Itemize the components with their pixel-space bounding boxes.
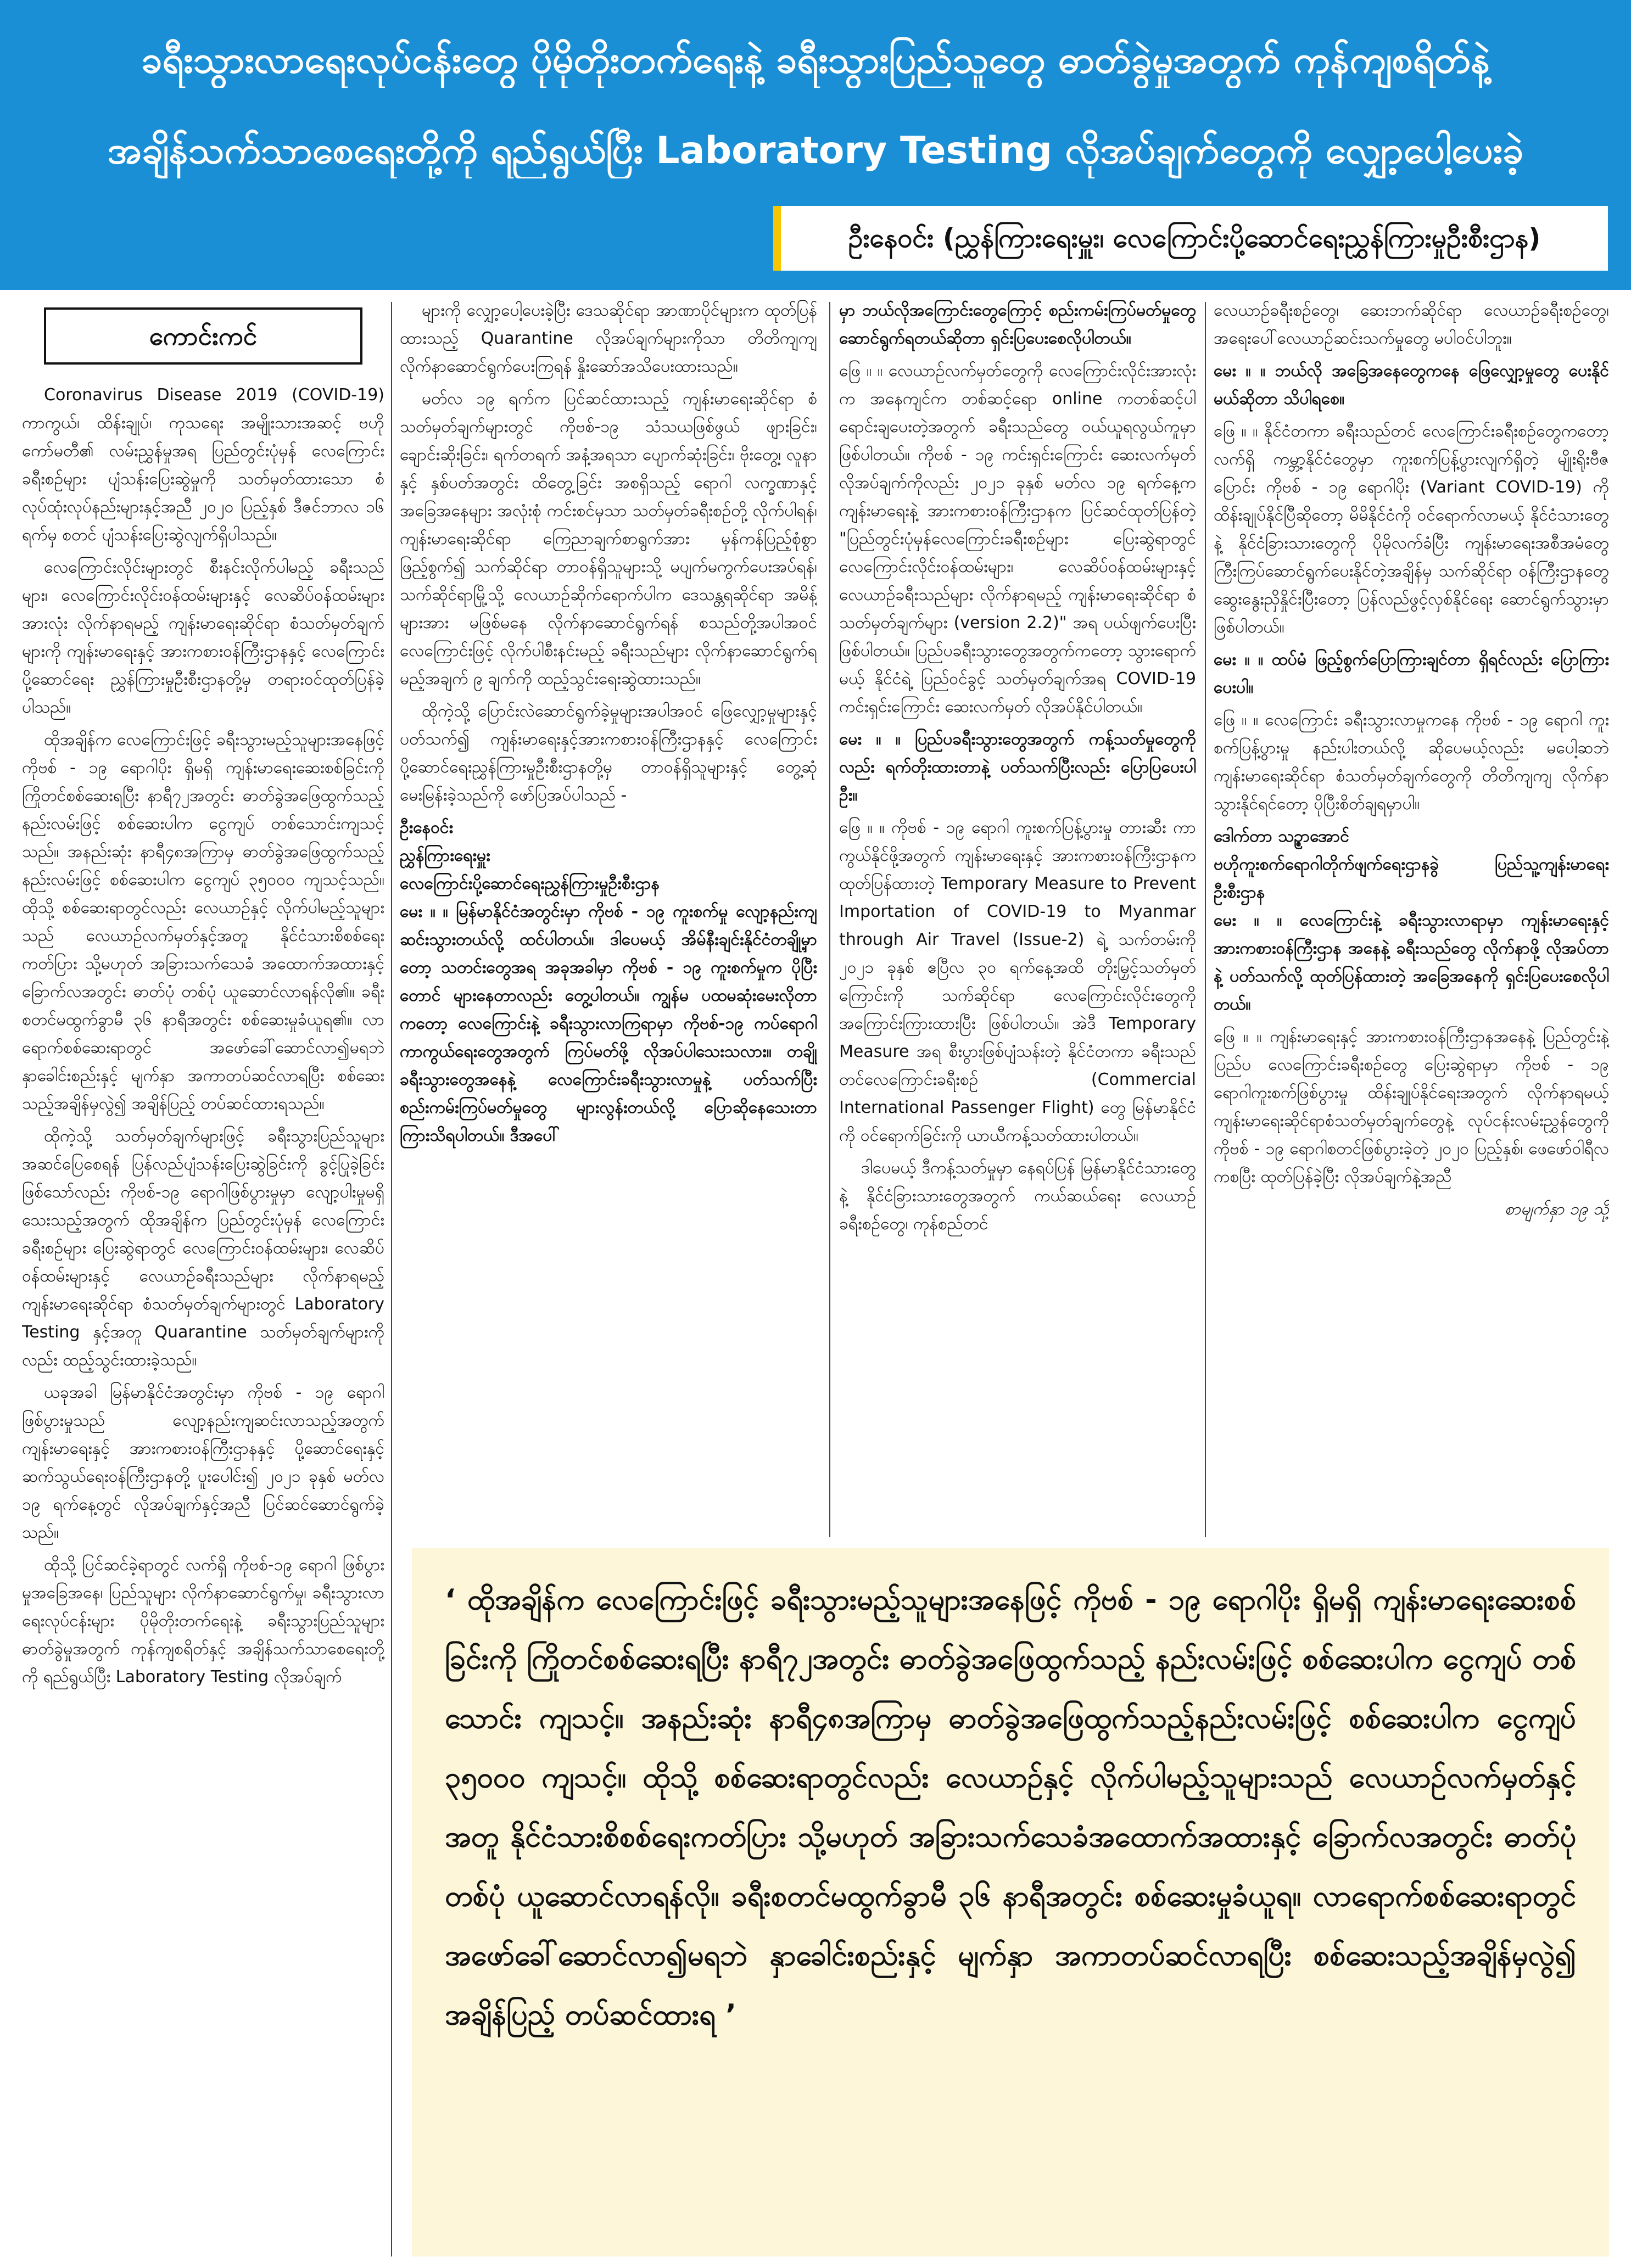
qa-text: ။ ကျန်းမာရေးနှင့် အားကစားဝန်ကြီးဌာနအနေနဲ့ ပြည်တွင်းနဲ့ ပြည်ပ လေကြောင်းခရီးစဉ်တွေ ပြေးဆွဲရာမှာ ကိုဗစ် - ၁၉ ရောဂါကူးစက်ဖြစ်ပွားမှု ထိန်းချုပ်နိုင်ရေးအတွက် လိုက်နာရမယ့် ကျန်းမာရေးဆိုင်ရာစံသတ်မှတ်ချက်တွေနဲ့ လုပ်ငန်းလမ်းညွှန်တွေကို ကိုဗစ် - ၁၉ ရောဂါစတင်ဖြစ်ပွားခဲ့တဲ့ ၂၀၂၀ ပြည့်နှစ်၊ ဖေဖော်ဝါရီလကစပြီး ထုတ်ပြန်ခဲ့ပြီး လိုအပ်ချက်နဲ့အညီ — [1214, 1027, 1609, 1186]
qa-label: မေး ။ — [839, 730, 881, 749]
paragraph: ထိုအချိန်က လေကြောင်းဖြင့် ခရီးသွားမည့်သူများအနေဖြင့် ကိုဗစ် - ၁၉ ရောဂါပိုး ရှိမရှိ ကျန်းမာရေးဆေးစစ်ခြင်းကို ကြိုတင်စစ်ဆေးရပြီး နာရီ၇၂အတွင်း ဓာတ်ခွဲအဖြေထွက်သည့်နည်းလမ်းဖြင့် စစ်ဆေးပါက ငွေကျပ် တစ်သောင်းကျသင့်သည်။ အနည်းဆုံး နာရီ၄၈အကြာမှ ဓာတ်ခွဲအဖြေထွက်သည့်နည်းလမ်းဖြင့် စစ်ဆေးပါက ငွေကျပ် ၃၅၀၀၀ ကျသင့်သည်။ ထိုသို့ စစ်ဆေးရာတွင်လည်း လေယာဉ်နှင့် လိုက်ပါမည့်သူများသည် လေယာဉ်လက်မှတ်နှင့်အတူ နိုင်ငံသားစိစစ်ရေးကတ်ပြား သို့မဟုတ် အခြားသက်သေခံ အထောက်အထားနှင့် ခြောက်လအတွင်း ဓာတ်ပုံ တစ်ပုံ ယူဆောင်လာရန်လို၏။ ခရီးစတင်မထွက်ခွာမီ ၃၆ နာရီအတွင်း စစ်ဆေးမှုခံယူရ၏။ လာရောက်စစ်ဆေးရာတွင် အဖော်ခေါ်ဆောင်လာ၍မရဘဲ နှာခေါင်းစည်းနှင့် မျက်နှာ အကာတပ်ဆင်လာရပြီး စစ်ဆေးသည့်အချိန်မှလွဲ၍ အချိန်ပြည့် တပ်ဆင်ထားရသည်။ — [22, 730, 384, 1113]
headline-line-2: အချိန်သက်သာစေရေးတို့ကို ရည်ရွယ်ပြီး Laboratory Testing လိုအပ်ချက်တွေကို လျှော့ပေါ့ပေးခဲ့ — [107, 129, 1524, 172]
qa-label: မေး ။ — [400, 902, 435, 921]
pull-quote-text: ထိုအချိန်က လေကြောင်းဖြင့် ခရီးသွားမည့်သူများအနေဖြင့် ကိုဗစ် - ၁၉ ရောဂါပိုး ရှိမရှိ ကျန်းမာရေးဆေးစစ်ခြင်းကို ကြိုတင်စစ်ဆေးရပြီး နာရီ၇၂အတွင်း ဓာတ်ခွဲအဖြေထွက်သည့် နည်းလမ်းဖြင့် စစ်ဆေးပါက ငွေကျပ် တစ်သောင်း ကျသင့်။ အနည်းဆုံး နာရီ၄၈အကြာမှ ဓာတ်ခွဲအဖြေထွက်သည့်နည်းလမ်းဖြင့် စစ်ဆေးပါက ငွေကျပ် ၃၅၀၀၀ ကျသင့်။ ထိုသို့ စစ်ဆေးရာတွင်လည်း လေယာဉ်နှင့် လိုက်ပါမည့်သူများသည် လေယာဉ်လက်မှတ်နှင့်အတူ နိုင်ငံသားစိစစ်ရေးကတ်ပြား သို့မဟုတ် အခြားသက်သေခံအထောက်အထားနှင့် ခြောက်လအတွင်း ဓာတ်ပုံတစ်ပုံ ယူဆောင်လာရန်လို။ ခရီးစတင်မထွက်ခွာမီ ၃၆ နာရီအတွင်း စစ်ဆေးမှုခံယူရ။ လာရောက်စစ်ဆေးရာတွင် အဖော်ခေါ်ဆောင်လာ၍မရဘဲ နှာခေါင်းစည်းနှင့် မျက်နှာ အကာတပ်ဆင်လာရပြီး စစ်ဆေးသည့်အချိန်မှလွဲ၍ အချိန်ပြည့် တပ်ဆင်ထားရ — [445, 1583, 1576, 2031]
interviewee-name: ဒေါက်တာ သဥ္စာအောင် — [1214, 827, 1349, 846]
article-column-2 — [400, 296, 817, 1537]
qa-item — [839, 725, 1196, 809]
paragraph: ထိုသို့ ပြင်ဆင်ခဲ့ရာတွင် လက်ရှိ ကိုဗစ်-၁၉ ရောဂါ ဖြစ်ပွားမှုအခြေအနေ၊ ပြည်သူများ လိုက်နာဆောင်ရွက်မှု၊ ခရီးသွားလာရေးလုပ်ငန်းများ ပိုမိုတိုးတက်ရေးနဲ့ ခရီးသွားပြည်သူများ ဓာတ်ခွဲမှုအတွက် ကုန်ကျစရိတ်နှင့် အချိန်သက်သာစေရေးတို့ကို ရည်ရွယ်ပြီး Laboratory Testing လိုအပ်ချက် — [22, 1555, 384, 1687]
qa-label: ဖြေ ။ — [839, 361, 872, 380]
article-column-4 — [1214, 296, 1609, 1537]
qa-text: မှာ ဘယ်လိုအကြောင်းတွေကြောင့် စည်းကမ်းကြပ်မတ်မှုတွေ ဆောင်ရွက်ရတယ်ဆိုတာ ရှင်းပြပေးစေလိုပါတယ်။ — [839, 301, 1196, 348]
qa-item — [1214, 646, 1609, 702]
qa-label: ဖြေ ။ — [1214, 1027, 1249, 1046]
qa-item — [839, 296, 1196, 352]
qa-text: ။ နိုင်ငံတကာ ခရီးသည်တင် လေကြောင်းခရီးစဉ်တွေကတော့ လက်ရှိ ကမ္ဘာ့နိုင်ငံတွေမှာ ကူးစက်ပြန့်ပွားလျက်ရှိတဲ့ မျိုးရိုးဗီဇပြောင်း ကိုဗစ် - ၁၉ ရောဂါပိုး (Variant COVID-19) ကို ထိန်းချုပ်နိုင်ပြီဆိုတော့ မိမိနိုင်ငံကို ဝင်ရောက်လာမယ့် နိုင်ငံသားတွေနဲ့ နိုင်ငံခြားသားတွေကို ပိုမိုလက်ခံပြီး ကျန်းမာရေးအစီအမံတွေ ကြီးကြပ်ဆောင်ရွက်ပေးနိုင်တဲ့အချိန်မှ သက်ဆိုင်ရာ ဝန်ကြီးဌာနတွေ ဆွေးနွေးညှိနှိုင်းပြီးတော့ ပြန်လည်ဖွင့်လှစ်နိုင်ရေး ဆောင်ရွက်သွားမှာ ဖြစ်ပါတယ်။ — [1214, 422, 1609, 637]
paragraph: ထိုကဲ့သို့ သတ်မှတ်ချက်များဖြင့် ခရီးသွားပြည်သူများ အဆင်ပြေစေရန် ပြန်လည်ပျံသန်းပြေးဆွဲခြင်းကို ခွင့်ပြုခဲ့ခြင်းဖြစ်သော်လည်း ကိုဗစ်-၁၉ ရောဂါဖြစ်ပွားမှုမှာ လျော့ပါးမှုမရှိသေးသည့်အတွက် ထိုအချိန်က ပြည်တွင်းပုံမှန် လေကြောင်းခရီးစဉ်များ ပြေးဆွဲရာတွင် လေကြောင်းဝန်ထမ်းများ၊ လေဆိပ်ဝန်ထမ်းများနှင့် လေယာဉ်ခရီးသည်များ လိုက်နာရမည့် ကျန်းမာရေးဆိုင်ရာ စံသတ်မှတ်ချက်များတွင် Laboratory Testing နှင့်အတူ Quarantine သတ်မှတ်ချက်များကိုလည်း ထည့်သွင်းထားခဲ့သည်။ — [22, 1127, 384, 1370]
headline-banner — [0, 0, 1631, 290]
qa-item — [1214, 417, 1609, 641]
byline: ဦးနေဝင်း (ညွှန်ကြားရေးမှူး၊ လေကြောင်းပို့ဆောင်ရေးညွှန်ကြားမှုဦးစီးဌာန) — [773, 206, 1608, 271]
pull-quote-box — [412, 1548, 1609, 2256]
qa-text: ။ လေကြောင်း ခရီးသွားလာမှုကနေ ကိုဗစ် - ၁၉ ရောဂါ ကူးစက်ပြန့်ပွားမှု နည်းပါးတယ်လို့ ဆိုပေမယ့်လည်း မပေါ့ဆဘဲ ကျန်းမာရေးဆိုင်ရာ စံသတ်မှတ်ချက်တွေကို တိတိကျကျ လိုက်နာသွားနိုင်ရင်တော့ ပိုပြီးစိတ်ချရမှာပါ။ — [1214, 710, 1609, 814]
paragraph: Coronavirus Disease 2019 (COVID-19) ကာကွယ်၊ ထိန်းချုပ်၊ ကုသရေး အမျိုးသားအဆင့် ဗဟိုကော်မတီ၏ လမ်းညွှန်မှုအရ ပြည်တွင်းပုံမှန် လေကြောင်းခရီးစဉ်များ ပျံသန်းပြေးဆွဲမှုကို သတ်မှတ်ထားသော စံလုပ်ထုံးလုပ်နည်းများနှင့်အညီ ၂၀၂၀ ပြည့်နှစ် ဒီဇင်ဘာလ ၁၆ ရက်မှ စတင် ပျံသန်းပြေးဆွဲလျက်ရှိပါသည်။ — [22, 385, 384, 545]
qa-item — [839, 814, 1196, 1150]
qa-item — [1214, 706, 1609, 818]
column-divider — [391, 302, 392, 2256]
quote-open-mark: ‘ — [445, 1583, 456, 1616]
interviewee-department: လေကြောင်းပို့ဆောင်ရေးညွှန်ကြားမှုဦးစီးဌာန — [400, 874, 660, 893]
qa-text: ။ လေကြောင်းနဲ့ ခရီးသွားလာရာမှာ ကျန်းမာရေးနှင့် အားကစားဝန်ကြီးဌာန အနေနဲ့ ခရီးသည်တွေ လိုက်နာဖို့ လိုအပ်တာနဲ့ ပတ်သက်လို့ ထုတ်ပြန်ထားတဲ့ အခြေအနေကို ရှင်းပြပေးစေလိုပါတယ်။ — [1214, 911, 1609, 1014]
column-divider — [829, 302, 830, 1537]
qa-text: ။ ပြည်ပခရီးသွားတွေအတွက် ကန့်သတ်မှုတွေကိုလည်း ရက်တိုးထားတာနဲ့ ပတ်သက်ပြီးလည်း ပြောပြပေးပါဦး။ — [839, 730, 1196, 805]
qa-text: ။ ထပ်မံ ဖြည့်စွက်ပြောကြားချင်တာ ရှိရင်လည်း ပြောကြားပေးပါ။ — [1214, 650, 1609, 697]
qa-label: မေး ။ — [1214, 650, 1250, 669]
paragraph: များကို လျှော့ပေါ့ပေးခဲ့ပြီး ဒေသဆိုင်ရာ အာဏာပိုင်များက ထုတ်ပြန်ထားသည့် Quarantine လိုအပ်ချက်များကိုသာ တိတိကျကျ လိုက်နာဆောင်ရွက်ပေးကြရန် နှိုးဆော်အသိပေးထားသည်။ — [400, 301, 817, 376]
paragraph: ဒါပေမယ့် ဒီကန့်သတ်မှုမှာ နေရပ်ပြန် မြန်မာနိုင်ငံသားတွေနဲ့ နိုင်ငံခြားသားတွေအတွက် ကယ်ဆယ်ရေး လေယာဉ်ခရီးစဉ်တွေ၊ ကုန်စည်တင် — [839, 1158, 1196, 1234]
qa-label: မေး ။ — [1214, 911, 1259, 930]
qa-label: မေး ။ — [1214, 361, 1251, 380]
qa-label: ဖြေ ။ — [1214, 710, 1247, 730]
qa-text: ။ လေယာဉ်လက်မှတ်တွေကို လေကြောင်းလိုင်းအားလုံးက အနေကျင်က တစ်ဆင့်ရော online ကတစ်ဆင့်ပါ ရောင်းချပေးတဲ့အတွက် ခရီးသည်တွေ ဝယ်ယူရလွယ်ကူမှာ ဖြစ်ပါတယ်။ ကိုဗစ် - ၁၉ ကင်းရှင်းကြောင်း ဆေးလက်မှတ်လိုအပ်ချက်ကိုလည်း ၂၀၂၁ ခုနှစ် မတ်လ ၁၉ ရက်နေ့က ကျန်းမာရေးနဲ့ အားကစားဝန်ကြီးဌာနက ပြင်ဆင်ထုတ်ပြန်တဲ့ "ပြည်တွင်းပုံမှန်လေကြောင်းခရီးစဉ်များ ပြေးဆွဲရာတွင် လေကြောင်းလိုင်းဝန်ထမ်းများ၊ လေဆိပ်ဝန်ထမ်းများနှင့် လေယာဉ်ခရီးသည်များ လိုက်နာရမည့် ကျန်းမာရေးဆိုင်ရာ စံသတ်မှတ်ချက်များ (version 2.2)" အရ ပယ်ဖျက်ပေးပြီး ဖြစ်ပါတယ်။ ပြည်ပခရီးသွားတွေအတွက်ကတော့ သွားရောက်မယ့် နိုင်ငံရဲ့ ပြည်ဝင်ခွင့် သတ်မှတ်ချက်အရ COVID-19 ကင်းရှင်းကြောင်း ဆေးလက်မှတ် လိုအပ်နိုင်ပါတယ်။ — [839, 361, 1196, 716]
qa-item — [1214, 1023, 1609, 1191]
interviewee-title: ညွှန်ကြားရေးမှူး — [400, 846, 490, 865]
article-column-1 — [22, 296, 384, 2251]
paragraph: ထိုကဲ့သို့ ပြောင်းလဲဆောင်ရွက်ခဲ့မှုများအပါအဝင် ဖြေလျှော့မှုများနှင့် ပတ်သက်၍ ကျန်းမာရေးနှင့်အားကစားဝန်ကြီးဌာနနှင့် လေကြောင်းပို့ဆောင်ရေးညွှန်ကြားမှုဦးစီးဌာနတို့မှ တာဝန်ရှိသူများနှင့် တွေ့ဆုံ မေးမြန်းခဲ့သည်ကို ဖော်ပြအပ်ပါသည် - — [400, 702, 817, 805]
paragraph: ယခုအခါ မြန်မာနိုင်ငံအတွင်းမှာ ကိုဗစ် - ၁၉ ရောဂါဖြစ်ပွားမှုသည် လျော့နည်းကျဆင်းလာသည့်အတွက် ကျန်းမာရေးနှင့် အားကစားဝန်ကြီးဌာနနှင့် ပို့ဆောင်ရေးနှင့် ဆက်သွယ်ရေးဝန်ကြီးဌာနတို့ ပူးပေါင်း၍ ၂၀၂၁ ခုနှစ် မတ်လ ၁၉ ရက်နေ့တွင် လိုအပ်ချက်နှင့်အညီ ပြင်ဆင်ဆောင်ရွက်ခဲ့သည်။ — [22, 1383, 384, 1542]
column-divider — [1205, 302, 1206, 1537]
column-heading: ကောင်းကင် — [44, 307, 362, 365]
paragraph: လေကြောင်းလိုင်းများတွင် စီးနင်းလိုက်ပါမည့် ခရီးသည်များ၊ လေကြောင်းလိုင်းဝန်ထမ်းများနှင့် လေဆိပ်ဝန်ထမ်းများအားလုံး လိုက်နာရမည့် ကျန်းမာရေးဆိုင်ရာ စံသတ်မှတ်ချက်များကို ကျန်းမာရေးနှင့် အားကစားဝန်ကြီးဌာနနှင့် လေကြောင်းပို့ဆောင်ရေး ညွှန်ကြားမှုဦးစီးဌာနတို့မှ တရားဝင်ထုတ်ပြန်ခဲ့ပါသည်။ — [22, 558, 384, 717]
qa-text: လေယာဉ်ခရီးစဉ်တွေ၊ ဆေးဘက်ဆိုင်ရာ လေယာဉ်ခရီးစဉ်တွေ၊ အရေးပေါ်လေယာဉ်ဆင်းသက်မှုတွေ မပါဝင်ပါဘူး။ — [1214, 301, 1609, 348]
headline-line-1: ခရီးသွားလာရေးလုပ်ငန်းတွေ ပိုမိုတိုးတက်ရေးနဲ့ ခရီးသွားပြည်သူတွေ ဓာတ်ခွဲမှုအတွက် ကုန်ကျစရိတ်နဲ့ — [141, 38, 1490, 82]
qa-text: ။ ဘယ်လို အခြေအနေတွေကနေ ဖြေလျှော့မှုတွေ ပေးနိုင်မယ်ဆိုတာ သိပါရစေ။ — [1214, 361, 1609, 408]
interviewee-department: ဗဟိုကူးစက်ရောဂါတိုက်ဖျက်ရေးဌာနခွဲ ပြည်သူ့ကျန်းမာရေးဦးစီးဌာန — [1214, 855, 1609, 902]
qa-item — [1214, 906, 1609, 1018]
paragraph: မတ်လ ၁၉ ရက်က ပြင်ဆင်ထားသည့် ကျန်းမာရေးဆိုင်ရာ စံသတ်မှတ်ချက်များတွင် ကိုဗစ်-၁၉ သံသယဖြစ်ဖွယ် ဖျားခြင်း၊ ချောင်းဆိုးခြင်း၊ ရက်တရက် အနံ့အရသာ ပျောက်ဆုံးခြင်း၊ ဗိုးတွေ့၊ လူနာနှင့် နှစ်ပတ်အတွင်း ထိတွေ့ခြင်း အစရှိသည့် ရောဂါ လက္ခဏာနှင့် အခြေအနေများ အလုံးစုံ ကင်းစင်မှသာ သတ်မှတ်ခရီးစဉ်တို့ လိုက်ပါရန်၊ ကျန်းမာရေးဆိုင်ရာ ကြေညာချက်စာရွက်အား မှန်ကန်ပြည့်စုံစွာ ဖြည့်စွက်၍ သက်ဆိုင်ရာ တာဝန်ရှိသူများသို့ မပျက်မကွက်ပေးအပ်ရန်၊ သက်ဆိုင်ရာမြို့သို့ လေယာဉ်ဆိုက်ရောက်ပါက ဒေသန္တရဆိုင်ရာ အမိန့်များအား မဖြစ်မနေ လိုက်နာဆောင်ရွက်ရန် စသည်တို့အပါအဝင် လေကြောင်းဖြင့် လိုက်ပါစီးနင်းမည့် ခရီးသည်များ လိုက်နာဆောင်ရွက်ရမည့်အချက် ၉ ချက်ကို ထည့်သွင်းရေးဆွဲထားသည်။ — [400, 389, 817, 688]
article-column-3 — [839, 296, 1196, 1537]
qa-text: ။ ကိုဗစ် - ၁၉ ရောဂါ ကူးစက်ပြန့်ပွားမှု တားဆီး ကာကွယ်နိုင်ဖို့အတွက် ကျန်းမာရေးနှင့် အားကစားဝန်ကြီးဌာနက ထုတ်ပြန်ထားတဲ့ Temporary Measure to Prevent Importation of COVID-19 to Myanmar through Air Travel (Issue-2) ရဲ့ သက်တမ်းကို ၂၀၂၁ ခုနှစ် ဧပြီလ ၃၀ ရက်နေ့အထိ တိုးမြှင့်သတ်မှတ်ကြောင်းကို သက်ဆိုင်ရာ လေကြောင်းလိုင်းတွေကို အကြောင်းကြားထားပြီး ဖြစ်ပါတယ်။ အဲဒီ Temporary Measure အရ စီးပွားဖြစ်ပျံသန်းတဲ့ နိုင်ငံတကာ ခရီးသည်တင်လေကြောင်းခရီးစဉ် (Commercial International Passenger Flight) တွေ မြန်မာနိုင်ငံကို ဝင်ရောက်ခြင်းကို ယာယီကန့်သတ်ထားပါတယ်။ — [839, 818, 1196, 1145]
quote-close-mark: ’ — [725, 1998, 736, 2031]
interviewee-name: ဦးနေဝင်း — [400, 818, 454, 837]
qa-label: ဖြေ ။ — [1214, 422, 1247, 441]
qa-item — [1214, 357, 1609, 413]
qa-text: ။ မြန်မာနိုင်ငံအတွင်းမှာ ကိုဗစ် - ၁၉ ကူးစက်မှု လျော့နည်းကျဆင်းသွားတယ်လို့ ထင်ပါတယ်။ ဒါပေမယ့် အိမ်နီးချင်းနိုင်ငံတချို့မှာတော့ သတင်းတွေအရ အခုအခါမှာ ကိုဗစ် - ၁၉ ကူးစက်မှုက ပိုပြီးတောင် များနေတာလည်း တွေ့ပါတယ်။ ကျွန်မ ပထမဆုံးမေးလိုတာကတော့ လေကြောင်းနဲ့ ခရီးသွားလာကြရာမှာ ကိုဗစ်-၁၉ ကပ်ရောဂါကာကွယ်ရေးတွေအတွက် ကြပ်မတ်ဖို့ လိုအပ်ပါသေးသလား။ တချို့ခရီးသွားတွေအနေနဲ့ လေကြောင်းခရီးသွားလာမှုနဲ့ ပတ်သက်ပြီး စည်းကမ်းကြပ်မတ်မှုတွေ များလွန်းတယ်လို့ ပြောဆိုနေသေးတာ ကြားသိရပါတယ်။ ဒီအပေါ် — [400, 902, 817, 1145]
continued-on-page: စာမျက်နှာ ၁၉ သို့ — [1504, 1200, 1609, 1219]
qa-label: ဖြေ ။ — [839, 818, 873, 837]
qa-item — [1214, 296, 1609, 352]
qa-item — [839, 357, 1196, 721]
qa-item — [400, 898, 817, 1150]
